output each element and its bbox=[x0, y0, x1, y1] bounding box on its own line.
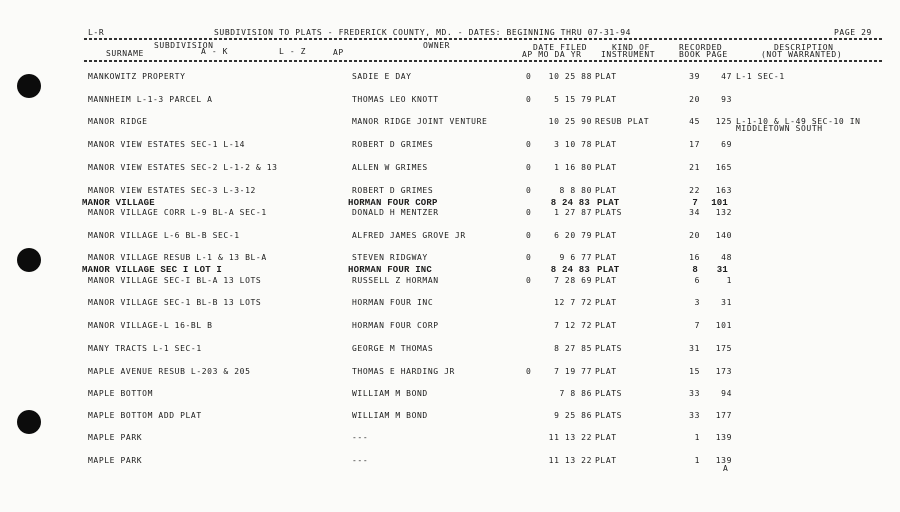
date-filed: 8 8 80 bbox=[559, 186, 592, 195]
instrument-kind: PLATS bbox=[595, 389, 623, 398]
book-number: 16 bbox=[689, 253, 700, 262]
book-number: 22 bbox=[689, 186, 700, 195]
date-filed: 10 25 88 bbox=[548, 72, 592, 81]
book-number: 31 bbox=[689, 344, 700, 353]
instrument-kind: PLAT bbox=[595, 186, 617, 195]
page-suffix: A bbox=[723, 464, 729, 473]
asterisk-rule-header bbox=[84, 60, 884, 62]
date-filed: 5 15 79 bbox=[554, 95, 592, 104]
date-filed: 11 13 22 bbox=[548, 456, 592, 465]
typed-date-filed: 8 24 83 bbox=[550, 198, 590, 208]
subdivision-name: MANOR VILLAGE CORR L-9 BL-A SEC-1 bbox=[88, 208, 267, 217]
book-number: 1 bbox=[694, 456, 700, 465]
book-number: 1 bbox=[694, 433, 700, 442]
instrument-kind: PLAT bbox=[595, 276, 617, 285]
col-ap-subdivision: AP bbox=[333, 48, 344, 57]
book-number: 34 bbox=[689, 208, 700, 217]
page-number: 173 bbox=[715, 367, 732, 376]
description-line-2: MIDDLETOWN SOUTH bbox=[736, 124, 823, 133]
page-number: 139 bbox=[715, 433, 732, 442]
book-number: 33 bbox=[689, 389, 700, 398]
report-title: SUBDIVISION TO PLATS - FREDERICK COUNTY, MD. - DATES: BEGINNING THRU 07-31-94 bbox=[214, 28, 632, 37]
book-number: 17 bbox=[689, 140, 700, 149]
ap-flag: 0 bbox=[526, 163, 532, 172]
ap-flag: 0 bbox=[526, 367, 532, 376]
subdivision-name: MANOR VIEW ESTATES SEC-3 L-3-12 bbox=[88, 186, 256, 195]
subdivision-name: MANKOWITZ PROPERTY bbox=[88, 72, 186, 81]
date-filed: 1 16 80 bbox=[554, 163, 592, 172]
typed-instrument-kind: PLAT bbox=[597, 198, 620, 208]
date-filed: 9 25 86 bbox=[554, 411, 592, 420]
owner-name: STEVEN RIDGWAY bbox=[352, 253, 428, 262]
punch-hole-middle bbox=[17, 248, 41, 272]
page-number: 163 bbox=[715, 186, 732, 195]
book-number: 20 bbox=[689, 95, 700, 104]
ap-flag: 0 bbox=[526, 276, 532, 285]
book-number: 6 bbox=[694, 276, 700, 285]
typed-owner-name: HORMAN FOUR CORP bbox=[348, 198, 438, 208]
typed-book-number: 7 bbox=[692, 198, 698, 208]
owner-name: WILLIAM M BOND bbox=[352, 389, 428, 398]
typed-date-filed: 8 24 83 bbox=[550, 265, 590, 275]
col-book-page: BOOK PAGE bbox=[679, 50, 728, 59]
punch-hole-bottom bbox=[17, 410, 41, 434]
date-filed: 1 27 87 bbox=[554, 208, 592, 217]
instrument-kind: PLAT bbox=[595, 140, 617, 149]
book-number: 21 bbox=[689, 163, 700, 172]
date-filed: 7 12 72 bbox=[554, 321, 592, 330]
description: L-1 SEC-1 bbox=[736, 72, 785, 81]
subdivision-name: MANOR VIEW ESTATES SEC-1 L-14 bbox=[88, 140, 246, 149]
instrument-kind: PLAT bbox=[595, 298, 617, 307]
date-filed: 7 28 69 bbox=[554, 276, 592, 285]
subdivision-name: MANNHEIM L-1-3 PARCEL A bbox=[88, 95, 213, 104]
typed-page-number: 101 bbox=[711, 198, 728, 208]
subdivision-name: MAPLE PARK bbox=[88, 433, 143, 442]
owner-name: ROBERT D GRIMES bbox=[352, 186, 434, 195]
page-number: 139 bbox=[715, 456, 732, 465]
page-number: 48 bbox=[721, 253, 732, 262]
ap-flag: 0 bbox=[526, 231, 532, 240]
col-subdivision: SUBDIVISION bbox=[154, 41, 214, 50]
page-number: 140 bbox=[715, 231, 732, 240]
page-number: 125 bbox=[715, 117, 732, 126]
col-description: DESCRIPTION bbox=[774, 43, 834, 52]
date-filed: 3 10 78 bbox=[554, 140, 592, 149]
owner-name: ALLEN W GRIMES bbox=[352, 163, 428, 172]
col-instrument: INSTRUMENT bbox=[601, 50, 656, 59]
col-kind-of: KIND OF bbox=[612, 43, 650, 52]
page-number: 93 bbox=[721, 95, 732, 104]
typed-instrument-kind: PLAT bbox=[597, 265, 620, 275]
page-number: 101 bbox=[715, 321, 732, 330]
book-number: 39 bbox=[689, 72, 700, 81]
book-number: 33 bbox=[689, 411, 700, 420]
instrument-kind: PLAT bbox=[595, 231, 617, 240]
instrument-kind: PLATS bbox=[595, 411, 623, 420]
owner-name: HORMAN FOUR INC bbox=[352, 298, 434, 307]
owner-name: MANOR RIDGE JOINT VENTURE bbox=[352, 117, 488, 126]
subdivision-name: MAPLE BOTTOM ADD PLAT bbox=[88, 411, 202, 420]
asterisk-rule-top bbox=[84, 38, 884, 40]
typed-subdivision-name: MANOR VILLAGE SEC I LOT I bbox=[82, 265, 223, 275]
subdivision-name: MANOR VILLAGE RESUB L-1 & 13 BL-A bbox=[88, 253, 267, 262]
instrument-kind: PLAT bbox=[595, 95, 617, 104]
typed-owner-name: HORMAN FOUR INC bbox=[348, 265, 433, 275]
page-number: 94 bbox=[721, 389, 732, 398]
instrument-kind: PLAT bbox=[595, 253, 617, 262]
typed-subdivision-name: MANOR VILLAGE bbox=[82, 198, 155, 208]
col-surname: SURNAME bbox=[106, 49, 144, 58]
book-number: 3 bbox=[694, 298, 700, 307]
col-not-warranted: (NOT WARRANTED) bbox=[761, 50, 843, 59]
owner-name: ALFRED JAMES GROVE JR bbox=[352, 231, 466, 240]
col-l-z: L - Z bbox=[279, 47, 307, 56]
subdivision-name: MANOR VILLAGE SEC-1 BL-B 13 LOTS bbox=[88, 298, 262, 307]
description: L-1-10 & L-49 SEC-10 IN bbox=[736, 117, 861, 126]
ap-flag: 0 bbox=[526, 208, 532, 217]
page-number: 177 bbox=[715, 411, 732, 420]
subdivision-name: MANY TRACTS L-1 SEC-1 bbox=[88, 344, 202, 353]
subdivision-name: MAPLE BOTTOM bbox=[88, 389, 153, 398]
owner-name: GEORGE M THOMAS bbox=[352, 344, 434, 353]
ap-flag: 0 bbox=[526, 95, 532, 104]
ap-flag: 0 bbox=[526, 186, 532, 195]
page-number: 31 bbox=[721, 298, 732, 307]
subdivision-name: MANOR RIDGE bbox=[88, 117, 148, 126]
owner-name: DONALD H MENTZER bbox=[352, 208, 439, 217]
date-filed: 10 25 90 bbox=[548, 117, 592, 126]
book-number: 45 bbox=[689, 117, 700, 126]
instrument-kind: PLAT bbox=[595, 456, 617, 465]
page-number: 175 bbox=[715, 344, 732, 353]
subdivision-name: MANOR VILLAGE L-6 BL-B SEC-1 bbox=[88, 231, 240, 240]
book-number: 20 bbox=[689, 231, 700, 240]
owner-name: ROBERT D GRIMES bbox=[352, 140, 434, 149]
book-number: 7 bbox=[694, 321, 700, 330]
owner-name: --- bbox=[352, 456, 369, 465]
subdivision-name: MAPLE PARK bbox=[88, 456, 143, 465]
col-date-filed: DATE FILED bbox=[533, 43, 588, 52]
subdivision-name: MANOR VILLAGE-L 16-BL B bbox=[88, 321, 213, 330]
date-filed: 9 6 77 bbox=[559, 253, 592, 262]
owner-name: --- bbox=[352, 433, 369, 442]
owner-name: THOMAS LEO KNOTT bbox=[352, 95, 439, 104]
instrument-kind: RESUB PLAT bbox=[595, 117, 650, 126]
instrument-kind: PLAT bbox=[595, 163, 617, 172]
instrument-kind: PLATS bbox=[595, 344, 623, 353]
date-filed: 7 19 77 bbox=[554, 367, 592, 376]
page-number: 132 bbox=[715, 208, 732, 217]
col-a-k: A - K bbox=[201, 47, 229, 56]
owner-name: RUSSELL Z HORMAN bbox=[352, 276, 439, 285]
col-owner: OWNER bbox=[423, 41, 451, 50]
date-filed: 8 27 85 bbox=[554, 344, 592, 353]
page-number: 47 bbox=[721, 72, 732, 81]
owner-name: SADIE E DAY bbox=[352, 72, 412, 81]
ap-flag: 0 bbox=[526, 140, 532, 149]
owner-name: THOMAS E HARDING JR bbox=[352, 367, 455, 376]
col-recorded: RECORDED bbox=[679, 43, 723, 52]
instrument-kind: PLAT bbox=[595, 321, 617, 330]
page-number: 165 bbox=[715, 163, 732, 172]
typed-page-number: 31 bbox=[716, 265, 728, 275]
instrument-kind: PLAT bbox=[595, 72, 617, 81]
date-filed: 7 8 86 bbox=[559, 389, 592, 398]
ap-flag: 0 bbox=[526, 72, 532, 81]
col-ap-mo-da-yr: AP MO DA YR bbox=[522, 50, 582, 59]
owner-name: WILLIAM M BOND bbox=[352, 411, 428, 420]
page-number: 69 bbox=[721, 140, 732, 149]
page-number: 1 bbox=[726, 276, 732, 285]
subdivision-name: MAPLE AVENUE RESUB L-203 & 205 bbox=[88, 367, 251, 376]
page-number: PAGE 29 bbox=[834, 28, 872, 37]
ap-flag: 0 bbox=[526, 253, 532, 262]
date-filed: 6 20 79 bbox=[554, 231, 592, 240]
subdivision-name: MANOR VILLAGE SEC-I BL-A 13 LOTS bbox=[88, 276, 262, 285]
owner-name: HORMAN FOUR CORP bbox=[352, 321, 439, 330]
punch-hole-top bbox=[17, 74, 41, 98]
book-number: 15 bbox=[689, 367, 700, 376]
date-filed: 12 7 72 bbox=[554, 298, 592, 307]
instrument-kind: PLAT bbox=[595, 433, 617, 442]
instrument-kind: PLAT bbox=[595, 367, 617, 376]
subdivision-name: MANOR VIEW ESTATES SEC-2 L-1-2 & 13 bbox=[88, 163, 278, 172]
instrument-kind: PLATS bbox=[595, 208, 623, 217]
typed-book-number: 8 bbox=[692, 265, 698, 275]
date-filed: 11 13 22 bbox=[548, 433, 592, 442]
report-code: L-R bbox=[88, 28, 105, 37]
